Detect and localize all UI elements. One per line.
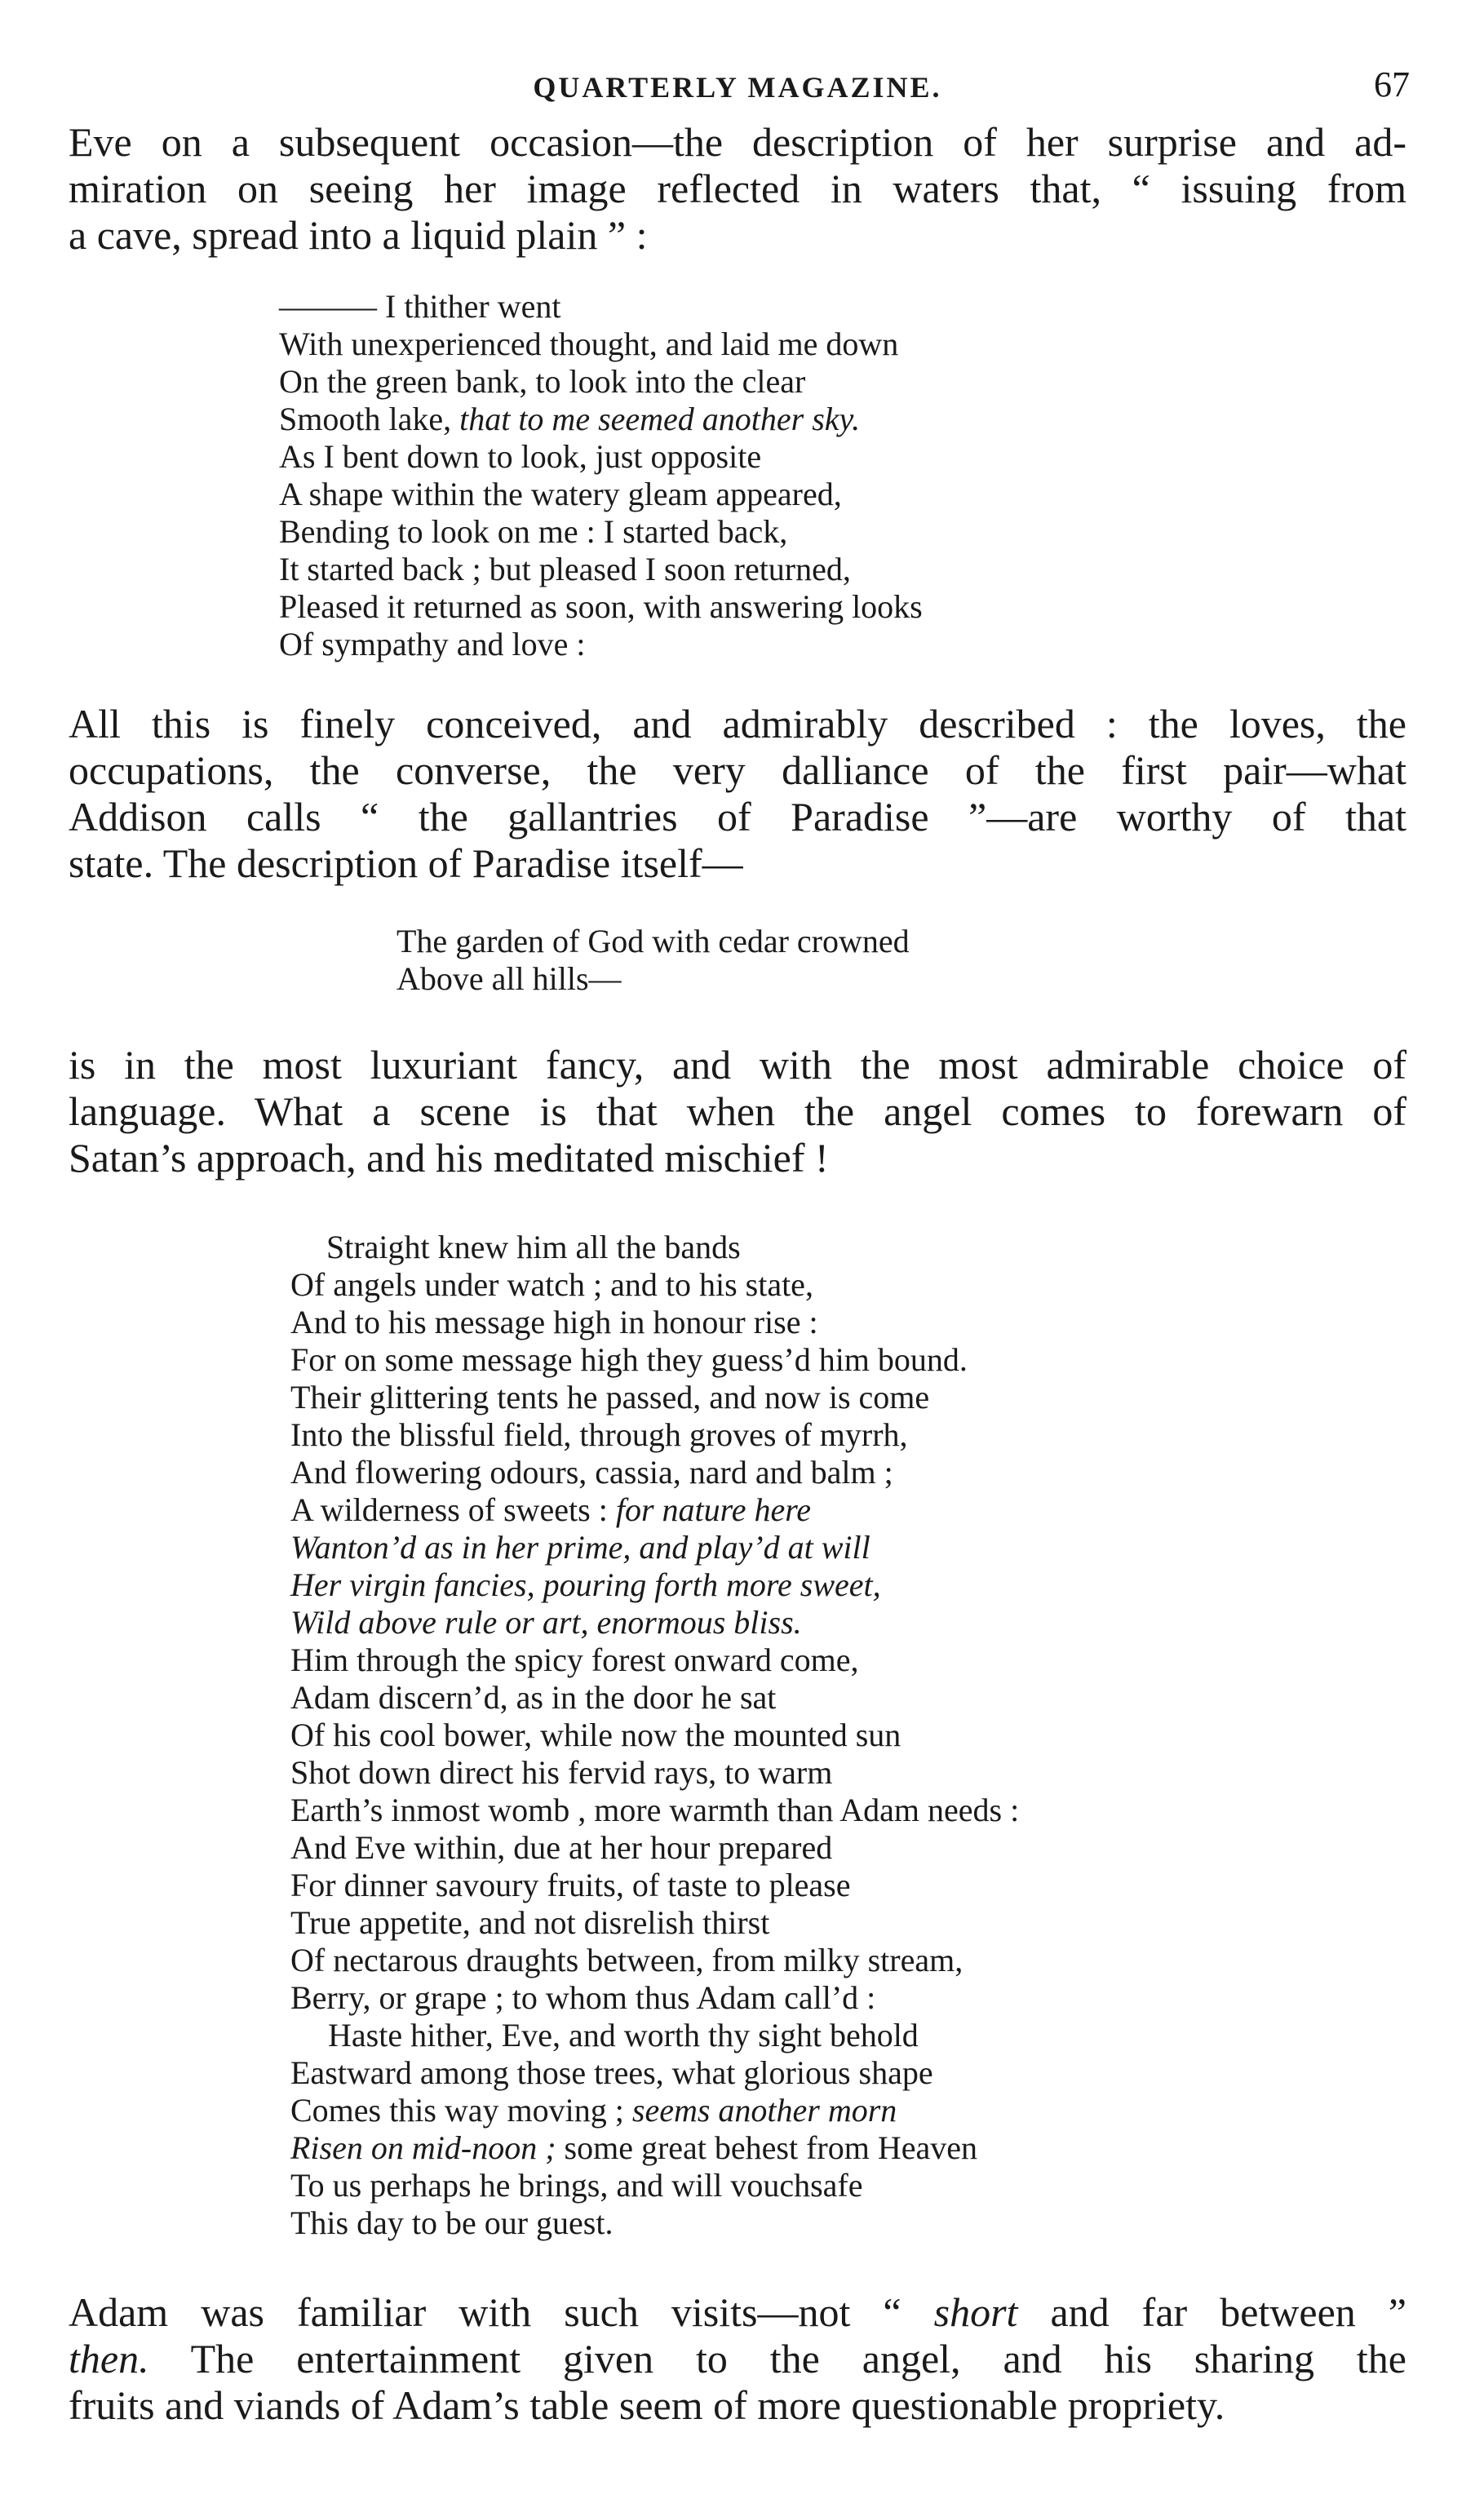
verse-line — [290, 2017, 1406, 2054]
verse-line — [290, 1341, 1406, 1379]
verse-line — [279, 551, 1406, 588]
verse-text: Shot down direct his fervid rays, to warm — [290, 1754, 833, 1791]
verse-line — [279, 288, 1406, 326]
verse-line — [290, 1942, 1406, 1979]
verse-text: Their glittering tents he passed, and now is come — [290, 1379, 930, 1415]
verse-line — [290, 1491, 1406, 1529]
text-run: The entertainment given to the angel, and his sharing the — [148, 2336, 1406, 2381]
prose-line — [69, 2336, 1406, 2382]
running-title: QUARTERLY MAGAZINE. — [533, 71, 942, 104]
page-number: 67 — [1374, 64, 1410, 104]
text-run: Adam was familiar with such visits—not “ — [69, 2289, 934, 2335]
verse-text: Bending to look on me : I started back, — [279, 513, 788, 550]
verse-text: Eastward among those trees, what glorious shape — [290, 2054, 933, 2091]
verse-text: Smooth lake, — [279, 401, 460, 437]
verse-line — [279, 476, 1406, 513]
verse-text: Straight knew him all the bands — [326, 1229, 741, 1265]
verse-italic: Wild above rule or art, enormous bliss. — [290, 1604, 802, 1641]
prose-line: miration on seeing her image reflected in waters that, “ issuing from — [69, 166, 1406, 211]
verse-line: The garden of God with cedar crowned — [396, 923, 910, 959]
prose-line: state. The description of Paradise itself— — [69, 840, 743, 886]
verse-line — [290, 2204, 1406, 2242]
verse-line — [279, 326, 1406, 363]
verse-text: Of sympathy and love : — [279, 626, 586, 662]
verse-line — [290, 1229, 1406, 1266]
verse-text: A wilderness of sweets : — [290, 1491, 616, 1528]
prose-line — [69, 2289, 1406, 2336]
page-header — [69, 59, 1410, 116]
verse-italic: that to me seemed another sky. — [459, 401, 861, 437]
prose-line: occupations, the converse, the very dalliance of the first pair—what — [69, 747, 1406, 793]
prose-line: All this is finely conceived, and admirably described : the loves, the — [69, 701, 1406, 747]
verse-italic: Wanton’d as in her prime, and play’d at will — [290, 1529, 870, 1566]
text-run: and far between ” — [1017, 2289, 1406, 2335]
verse-line — [290, 1604, 1406, 1641]
prose-line: Satan’s approach, and his meditated mischief ! — [69, 1135, 829, 1181]
verse-line — [279, 513, 1406, 551]
verse-line — [290, 1717, 1406, 1754]
verse-block-2 — [396, 923, 1406, 998]
page — [69, 59, 1410, 2429]
verse-line — [290, 1304, 1406, 1341]
verse-italic: Risen on mid-noon ; — [290, 2129, 556, 2166]
verse-italic: Her virgin fancies, pouring forth more sweet, — [290, 1566, 881, 1603]
verse-line — [290, 1566, 1406, 1604]
prose-line: a cave, spread into a liquid plain ” : — [69, 212, 648, 258]
verse-text: Berry, or grape ; to whom thus Adam call’d : — [290, 1979, 876, 2016]
verse-line — [279, 401, 1406, 438]
verse-text: With unexperienced thought, and laid me down — [279, 326, 899, 362]
verse-line — [290, 2054, 1406, 2092]
verse-line — [279, 588, 1406, 626]
verse-line — [290, 2129, 1406, 2167]
verse-text: On the green bank, to look into the clear — [279, 363, 806, 400]
verse-line — [290, 1266, 1406, 1304]
verse-text: ——— I thither went — [279, 288, 561, 325]
verse-line — [290, 1979, 1406, 2017]
verse-line — [290, 1641, 1406, 1679]
verse-italic: for nature here — [615, 1491, 812, 1528]
verse-text: Adam discern’d, as in the door he sat — [290, 1679, 777, 1716]
italic-text: short — [933, 2289, 1018, 2335]
verse-line — [290, 1529, 1406, 1566]
verse-line — [279, 438, 1406, 476]
prose-line: language. What a scene is that when the angel comes to forewarn of — [69, 1088, 1406, 1134]
verse-text: Of his cool bower, while now the mounted sun — [290, 1717, 901, 1753]
verse-text: A shape within the watery gleam appeared, — [279, 476, 842, 512]
verse-line — [290, 1792, 1406, 1829]
paragraph-1 — [69, 119, 1406, 259]
prose-line: Eve on a subsequent occasion—the description of her surprise and ad- — [69, 119, 1406, 165]
verse-text: Into the blissful field, through groves of myrrh, — [290, 1416, 908, 1453]
text-run: fruits and viands of Adam’s table seem of more questionable propriety. — [69, 2382, 1225, 2428]
verse-line — [290, 1679, 1406, 1717]
verse-line — [290, 2092, 1406, 2129]
verse-line — [290, 1904, 1406, 1942]
verse-line: Above all hills— — [396, 960, 622, 997]
verse-text: True appetite, and not disrelish thirst — [290, 1904, 770, 1941]
prose-line: is in the most luxuriant fancy, and with the most admirable choice of — [69, 1042, 1406, 1088]
verse-line — [290, 1829, 1406, 1867]
prose-line — [69, 2382, 1406, 2429]
verse-line — [290, 1867, 1406, 1904]
verse-text: As I bent down to look, just opposite — [279, 438, 762, 475]
verse-text: For on some message high they guess’d him bound. — [290, 1341, 968, 1378]
verse-text: And to his message high in honour rise : — [290, 1304, 818, 1340]
paragraph-2 — [69, 701, 1406, 887]
italic-text: then. — [69, 2336, 149, 2381]
verse-text: Of nectarous draughts between, from milky stream, — [290, 1942, 963, 1978]
verse-text: Of angels under watch ; and to his state, — [290, 1266, 813, 1303]
verse-text: Him through the spicy forest onward come, — [290, 1641, 859, 1678]
prose-line: Addison calls “ the gallantries of Paradise ”—are worthy of that — [69, 794, 1406, 840]
verse-italic: seems another morn — [631, 2092, 897, 2129]
verse-text: Pleased it returned as soon, with answering looks — [279, 588, 923, 625]
verse-text: Earth’s inmost womb , more warmth than Adam needs : — [290, 1792, 1020, 1828]
verse-block-3 — [290, 1229, 1406, 2242]
verse-text: some great behest from Heaven — [556, 2129, 977, 2166]
verse-line — [290, 2167, 1406, 2204]
paragraph-4 — [69, 2289, 1406, 2429]
verse-text: This day to be our guest. — [290, 2204, 614, 2241]
verse-line — [290, 1454, 1406, 1491]
verse-text: And flowering odours, cassia, nard and balm ; — [290, 1454, 893, 1491]
verse-block-1 — [279, 288, 1406, 663]
verse-text: Haste hither, Eve, and worth thy sight behold — [328, 2017, 919, 2053]
verse-text: For dinner savoury fruits, of taste to please — [290, 1867, 851, 1903]
verse-line — [279, 363, 1406, 401]
verse-line — [279, 626, 1406, 663]
verse-text: It started back ; but pleased I soon returned, — [279, 551, 851, 587]
verse-line — [290, 1754, 1406, 1792]
verse-text: Comes this way moving ; — [290, 2092, 632, 2129]
verse-text: To us perhaps he brings, and will vouchsafe — [290, 2167, 863, 2204]
verse-line — [290, 1416, 1406, 1454]
verse-line — [290, 1379, 1406, 1416]
paragraph-3 — [69, 1042, 1406, 1181]
verse-text: And Eve within, due at her hour prepared — [290, 1829, 833, 1866]
